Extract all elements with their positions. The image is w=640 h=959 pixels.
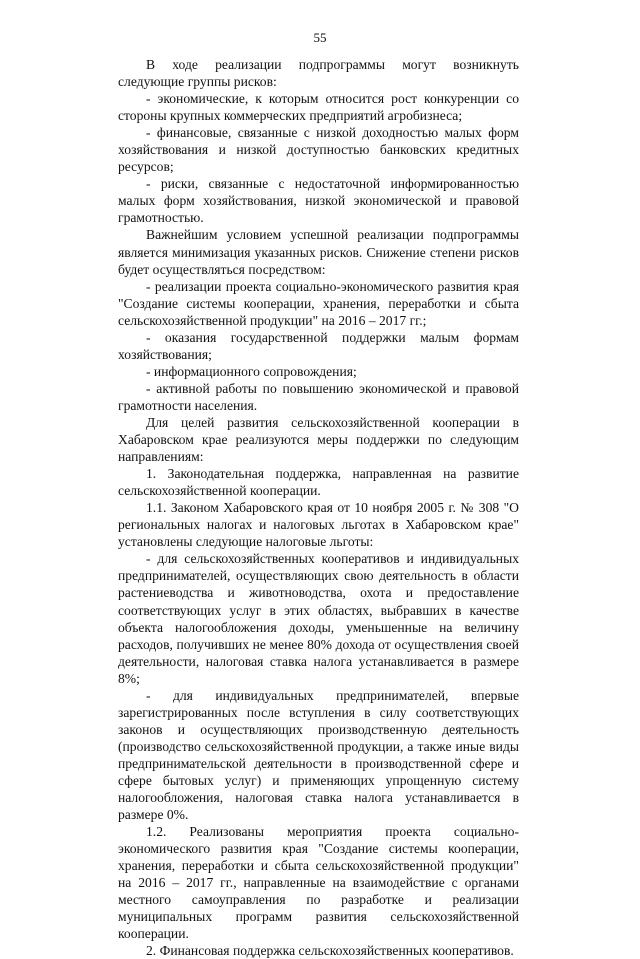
paragraph: 1.1. Законом Хабаровского края от 10 ноября 2005 г. № 308 "О региональных налогах и налоговых льготах в Хабаровском крае" установлены следующие налоговые льготы: bbox=[118, 500, 519, 550]
paragraph: Для целей развития сельскохозяйственной кооперации в Хабаровском крае реализуются меры поддержки по следующим направлениям: bbox=[118, 414, 519, 465]
paragraph: Важнейшим условием успешной реализации подпрограммы является минимизация указанных рисков. Снижение степени рисков будет осуществляться посредством: bbox=[118, 227, 519, 277]
paragraph: - финансовые, связанные с низкой доходностью малых форм хозяйствования и низкой доступностью банковских кредитных ресурсов; bbox=[118, 125, 519, 175]
paragraph: - информационного сопровождения; bbox=[146, 363, 357, 379]
paragraph: 1.2. Реализованы мероприятия проекта социально-экономического развития края "Создание системы кооперации, хранения, переработки и сбыта сельскохозяйственной продукции" на 2016 – 2017 гг., направленные на взаимодействие с органами местного самоуправления по разработке и реализации муниципальных программ развития сельскохозяйственной кооперации. bbox=[118, 824, 519, 942]
body-text bbox=[118, 56, 519, 959]
page-number: 55 bbox=[313, 30, 327, 45]
paragraph: - для индивидуальных предпринимателей, впервые зарегистрированных после вступления в силу соответствующих законов и осуществляющих производственную деятельность (производство сельскохозяйственной продукции, а также иные виды предпринимательской деятельности в производственной сфере и сфере бытовых услуг) и применяющих упрощенную систему налогообложения, налоговая ставка налога устанавливается в размере 0%. bbox=[118, 687, 519, 823]
paragraph: 2. Финансовая поддержка сельскохозяйственных кооперативов. bbox=[146, 943, 514, 959]
paragraph: - риски, связанные с недостаточной информированностью малых форм хозяйствования, низкой экономической и правовой грамотностью. bbox=[118, 176, 519, 226]
paragraph: - реализации проекта социально-экономического развития края "Создание системы кооперации, хранения, переработки и сбыта сельскохозяйственной продукции" на 2016 – 2017 гг.; bbox=[118, 278, 519, 328]
paragraph: - для сельскохозяйственных кооперативов и индивидуальных предпринимателей, осуществляющих свою деятельность в области растениеводства и животноводства, охота и предоставление соответствующих услуг в этих областях, выбравших в качестве объекта налогообложения доходы, уменьшенные на величину расходов, получивших не менее 80% дохода от осуществления своей деятельности, налоговая ставка налога устанавливается в размере 8%; bbox=[118, 551, 519, 686]
paragraph: - оказания государственной поддержки малым формам хозяйствования; bbox=[118, 329, 519, 362]
paragraph: - активной работы по повышению экономической и правовой грамотности населения. bbox=[118, 380, 519, 413]
paragraph: 1. Законодательная поддержка, направленная на развитие сельскохозяйственной кооперации. bbox=[118, 466, 519, 499]
paragraph: В ходе реализации подпрограммы могут возникнуть следующие группы рисков: bbox=[118, 57, 519, 90]
paragraph: - экономические, к которым относится рост конкуренции со стороны крупных коммерческих предприятий агробизнеса; bbox=[118, 91, 519, 124]
